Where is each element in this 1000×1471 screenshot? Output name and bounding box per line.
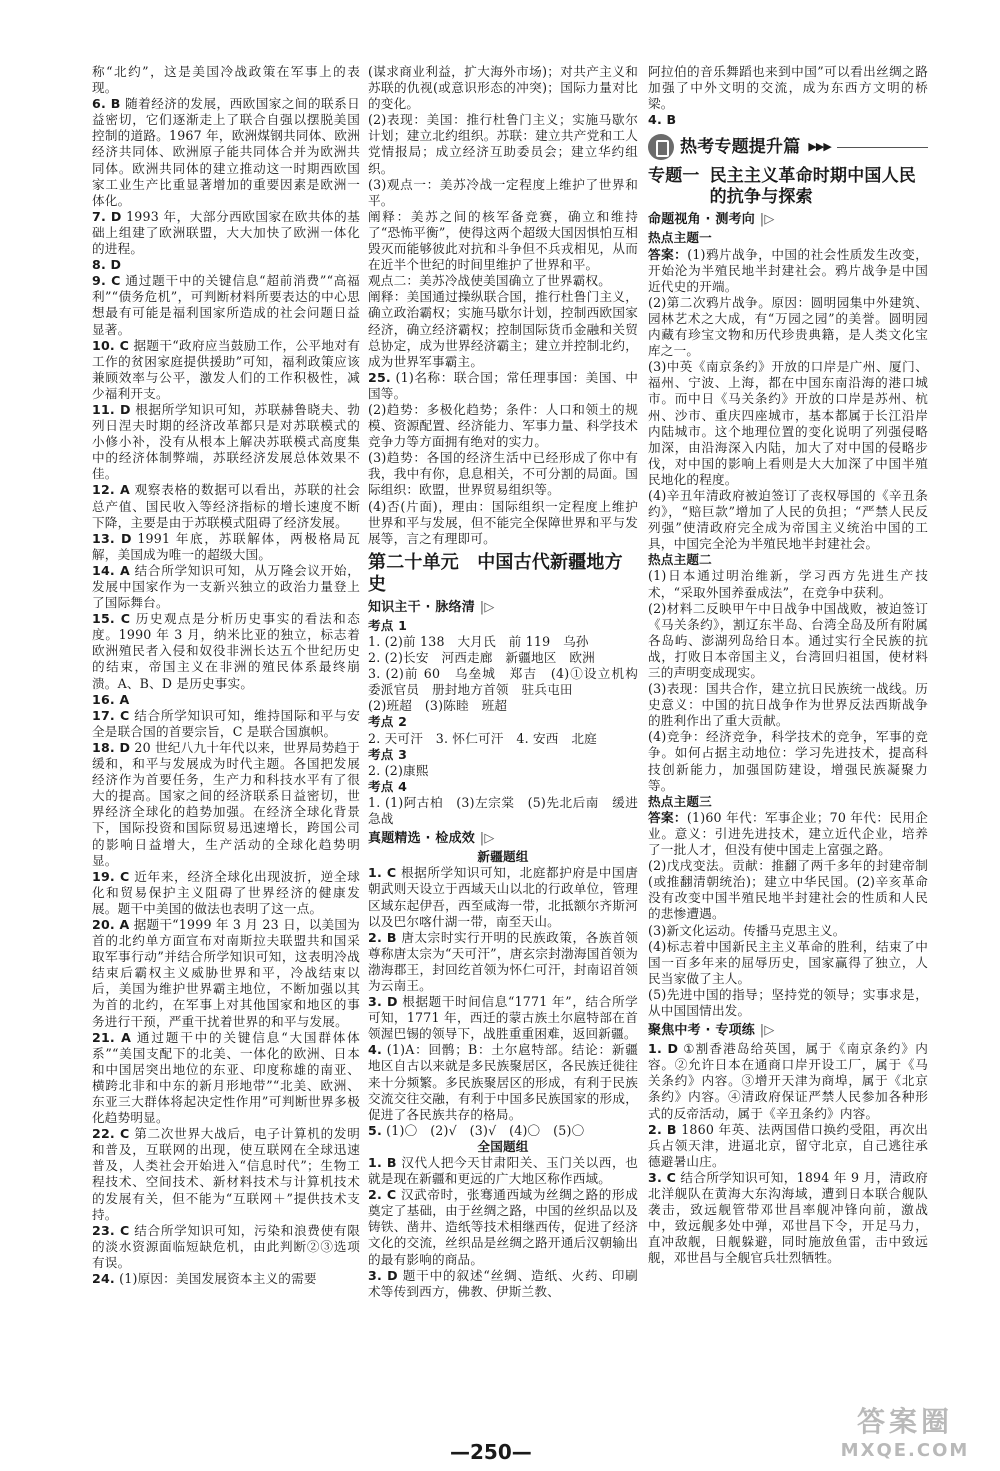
group-title-xinjiang: 新疆题组: [477, 849, 529, 865]
hot-topic-answer: 答案：(1)60 年代：军事企业；70 年代：民用企业。意义：引进先进技术，建立近代企业，培养了一批人才，但没有使中国走上富强之路。: [648, 809, 928, 858]
hot-topic-answer: (4)竞争：经济竞争，科学技术的竞争，军事的竞争。如何占据主动地位：学习先进技术，提高科技创新能力，加强国防建设，增强民族凝聚力等。: [648, 729, 928, 793]
answer-item: 17. C 结合所学知识可知，维持国际和平与安全是联合国的首要宗旨，C 是联合国旗帜。: [92, 707, 361, 739]
answer-item: 9. C 通过题干中的关键信息“超前消费”“高福利”“债务危机”，可判断材料所要表达的中心思想最有可能是福利国家所造成的社会问题日益显著。: [92, 273, 360, 337]
topic-title: 民主主义革命时期中国人民的抗争与探索: [709, 166, 917, 208]
answer-item: 14. A 结合所学知识可知，从万隆会议开始，发展中国家作为一支新兴独立的政治力量登上了国际舞台。: [92, 562, 360, 611]
knowledge-points: [368, 617, 651, 827]
answer-item: 2. B 唐太宗时实行开明的民族政策，各族首领尊称唐太宗为“天可汗”，唐玄宗封渤海国首领为渤海郡王，封回纥首领为怀仁可汗，封南诏首领为云南王。: [368, 929, 638, 993]
answer-item: 1. C 根据所学知识可知，北庭都护府是中国唐朝武则天设立于西域天山以北的行政单位，管理区域东起伊吾，西至咸海一带，北抵额尔齐斯河以及巴尔喀什湖一带，南至天山。: [368, 865, 638, 929]
knowledge-point-heading: 考点 1: [368, 617, 408, 633]
bar-arrow-icon: |▷: [479, 831, 495, 847]
answer-item: 1. B 汉代人把今天甘肃阳关、玉门关以西，也就是现在新疆和更远的广大地区称作西域。: [368, 1155, 638, 1187]
answer-item: 24. (1)原因：美国发展资本主义的需要: [92, 1271, 317, 1287]
knowledge-point-line: 1. (2)前 138 大月氏 前 119 乌孙: [368, 634, 589, 649]
answer-item: 20. A 据题干“1999 年 3 月 23 日，以美国为首的北约单方面宣布对南斯拉夫联盟共和国采取军事行动”并结合所学知识可知，这表明冷战结束后霸权主义威胁世界和平，冷战结束以后，美国为维护世界霸主地位，不断加强以其为首的北约，在军事上对其他国家和地区的事务进行干预，严重干扰着世界的和平与发展。: [92, 916, 360, 1029]
answer-item: 10. C 据题干“政府应当鼓励工作，公平地对有工作的贫困家庭提供援助”可知，福利政策应该兼顾效率与公平，激发人们的工作积极性，减少福利开支。: [92, 337, 361, 401]
answer-item: 3. C 结合所学知识可知，1894 年 9 月，清政府北洋舰队在黄海大东沟海域，遭到日本联合舰队袭击，致远舰管带邓世昌率舰冲锋向前，激战中，致远舰多处中弹，邓世昌下令，开足马力，直冲敌舰，日舰躲避，同时施放鱼雷，击中致远舰，邓世昌与全舰官兵壮烈牺牲。: [648, 1169, 928, 1266]
banner-divider: [837, 147, 928, 148]
watermark-logo: [830, 1400, 980, 1461]
answer-item: 11. D 根据所学知识可知，苏联赫鲁晓夫、勃列日涅夫时期的经济改革都只是对苏联模式的小修小补，没有从根本上解决苏联模式高度集中的经济体制弊端，苏联经济发展总体效果不佳。: [92, 401, 360, 482]
hot-topic-1-heading: 热点主题一: [648, 230, 712, 246]
knowledge-point-line: 2. (2)长安 河西走廊 新疆地区 欧洲: [368, 650, 595, 666]
answer-item: 5. (1)〇 (2)√ (3)√ (4)〇 (5)〇: [368, 1122, 585, 1138]
watermark-site: MXQE.COM: [840, 1440, 970, 1461]
answer-item: 13. D 1991 年底，苏联解体，两极格局瓦解，美国成为唯一的超级大国。: [92, 530, 360, 562]
unit-title: 第二十单元 中国古代新疆地方史: [368, 551, 623, 595]
hot-topic-answer: (3)新文化运动。传播马克思主义。: [648, 922, 846, 938]
answer-item: 观点二：美苏冷战使美国确立了世界霸权。: [368, 273, 612, 289]
answer-item: 12. A 观察表格的数据可以看出，苏联的社会总产值、国民收入等经济指标的增长速度不断下降，主要是由于苏联模式阻碍了经济发展。: [92, 482, 360, 530]
answer-item: 19. C 近年来，经济全球化出现波折，逆全球化和贸易保护主义阻碍了世界经济的健康发展。题干中美国的做法也表明了这一点。: [92, 868, 361, 916]
answer-block-national: [368, 1155, 638, 1300]
answer-item: (2)趋势：多极化趋势；条件：人口和领土的规模、资源配置、经济能力、军事力量、科学技术竞争力等方面拥有绝对的实力。: [368, 401, 638, 450]
bar-arrow-icon: |▷: [759, 1023, 775, 1039]
book-icon: [648, 134, 674, 160]
knowledge-point-line: 1. (1)阿古柏 (3)左宗棠 (5)先北后南 缓进急战: [368, 794, 638, 827]
answer-item: (2)表现：美国：推行杜鲁门主义；实施马歇尔计划；建立北约组织。苏联：建立共产党和工人党情报局；成立经济互助委员会；建立华约组织。: [368, 112, 638, 176]
hot-topic-title: 热考专题提升篇: [680, 137, 801, 158]
knowledge-point-heading: 考点 2: [368, 714, 408, 730]
watermark-mark: 答案圈: [856, 1405, 953, 1438]
group-title-national: 全国题组: [477, 1138, 529, 1154]
knowledge-point-heading: 考点 4: [368, 778, 408, 794]
hot-topic-answer: (3)表现：国共合作，建立抗日民族统一战线。历史意义：中国的抗日战争作为世界反法西斯战争的胜利作出了重大贡献。: [648, 681, 928, 729]
topic-number: 专题一: [648, 166, 700, 187]
answer-item: 15. C 历史观点是分析历史事实的看法和态度。1990 年 3 月，纳米比亚的独立，标志着欧洲殖民者入侵和奴役非洲长达五个世纪历史的结束，帝国主义在非洲的殖民体系最终崩溃。A、B、D 是历史事实。: [92, 611, 361, 691]
hot-topic-2-answers: [648, 568, 928, 793]
answer-item: 3. D 题干中的叙述“丝绸、造纸、火药、印刷术等传到西方，佛教、伊斯兰教、: [368, 1267, 638, 1299]
page-number: —250—: [450, 1440, 532, 1464]
column-right: [648, 64, 928, 1266]
answer-item: 4. B: [648, 112, 677, 128]
hot-topic-3-answers: [648, 810, 928, 1019]
answer-block-practice: [648, 1041, 928, 1266]
answer-block-xinjiang: [368, 865, 638, 1139]
knowledge-point-line: 2. (2)康熙: [368, 762, 429, 778]
answer-item: 18. D 20 世纪八九十年代以来，世界局势趋于缓和，和平与发展成为时代主题。各国把发展经济作为首要任务，生产力和科技水平有了很大的提高。国家之间的经济联系日益密切，世界经济全球化的趋势加强。在经济全球化背景下，国际投资和国际贸易迅速增长，跨国公司的影响日益增大，生产活动的全球化趋势明显。: [92, 739, 360, 868]
section-bar-exam: 真题精选 · 检成效 |▷: [368, 831, 495, 847]
bar-arrow-icon: |▷: [759, 212, 775, 228]
answer-item: 称“北约”，这是美国冷战政策在军事上的表现。: [92, 64, 360, 96]
hot-topic-answer: (3)中英《南京条约》开放的口岸是广州、厦门、福州、宁波、上海，都在中国东南沿海的港口城市。而中日《马关条约》开放的口岸是苏州、杭州、沙市、重庆四座城市，基本都属于长江沿岸内陆城市。这个地理位置的变化说明了列强侵略加深，由沿海深入内陆，加大了对中国的侵略步伐，对中国的影响上看则是大大加深了中国半殖民地化的程度。: [648, 359, 928, 487]
hot-topic-3-heading: 热点主题三: [648, 793, 712, 809]
knowledge-point-line: (2)班超 (3)陈睦 班超: [368, 698, 508, 714]
answer-item: 2. C 汉武帝时，张骞通西域为丝绸之路的形成奠定了基础，由于丝绸之路，中国的丝织品以及铸铁、凿井、造纸等技术相继西传，促进了经济文化的交流，丝织品是丝绸之路开通后汉朝输出的最有影响的商品。: [368, 1187, 638, 1267]
section-bar-knowledge: 知识主干 · 脉络清 |▷: [368, 599, 495, 615]
section-bar-practice: 聚焦中考 · 专项练 |▷: [648, 1023, 775, 1039]
answer-item: 21. A 通过题干中的关键信息“大国群体体系”“美国支配下的北美、一体化的欧洲、日本和中国居突出地位的东亚、印度称雄的南亚、横跨北非和中东的新月形地带”“北美、欧洲、东亚三大群体将起决定性作用”可判断世界多极化趋势明显。: [92, 1029, 360, 1126]
column-left: [92, 64, 360, 1287]
hot-topic-answer: (1)日本通过明治维新，学习西方先进生产技术，“采取外国养蚕成法”，在竞争中获利。: [648, 568, 928, 600]
answer-item: 阐释：美苏之间的核军备竞赛，确立和维持了“恐怖平衡”，使得这两个超级大国因惧怕互相毁灭而能够彼此对抗和斗争但不兵戎相见，从而在近半个世纪的时间里维护了世界和平。: [368, 208, 638, 273]
knowledge-point-heading: 考点 3: [368, 746, 408, 762]
hot-topic-answer: (5)先进中国的指导；坚持党的领导；实事求是，从中国国情出发。: [648, 986, 928, 1018]
answer-item: 6. B 随着经济的发展，西欧国家之间的联系日益密切，它们逐渐走上了联合自强以摆脱美国控制的道路。1967 年，欧洲煤钢共同体、欧洲经济共同体、欧洲原子能共同体合并为欧洲共同体。欧洲共同体的建立推动这一时期西欧国家工业生产比重显著增加的重要因素是欧洲一体化。: [92, 96, 360, 208]
hot-topic-banner: [648, 134, 928, 160]
bar-arrow-icon: |▷: [479, 599, 495, 615]
hot-topic-answer: (2)戊戌变法。贡献：推翻了两千多年的封建帝制(或推翻清朝统治)；建立中华民国。(2)辛亥革命没有改变中国半殖民地半封建社会的性质和人民的悲惨遭遇。: [648, 858, 928, 922]
answer-item: 3. D 根据题干时间信息“1771 年”，结合所学可知，1771 年，西迁的蒙古族土尔扈特部在首领渥巴锡的领导下，战胜重重困难，返回新疆。: [368, 994, 638, 1042]
hot-topic-2-heading: 热点主题二: [648, 552, 712, 568]
answer-item: 23. C 结合所学知识可知，污染和浪费使有限的淡水资源面临短缺危机，由此判断②③选项有误。: [92, 1222, 361, 1270]
answer-continuation: 阿拉伯的音乐舞蹈也来到中国”可以看出丝绸之路加强了中外文明的交流，成为东西方文明的桥梁。: [648, 64, 928, 112]
column-middle: [368, 64, 651, 1300]
hot-topic-1-answers: [648, 247, 928, 553]
answer-item: (谋求商业利益，扩大海外市场)；对共产主义和苏联的仇视(或意识形态的冲突)；国际力量对比的变化。: [368, 64, 638, 112]
answer-item: 25. (1)名称：联合国；常任理事国：美国、中国等。: [368, 369, 638, 401]
answer-item: 4. (1)A：回鹘；B：土尔扈特部。结论：新疆地区自古以来就是多民族聚居区，各民族迁徙往来十分频繁。多民族聚居区的形成，有利于民族交流交往交融，有利于中国多民族国家的形成，促进了各民族共存的格局。: [368, 1042, 638, 1122]
answer-item: 7. D 1993 年，大部分西欧国家在欧共体的基础上组建了欧洲联盟，大大加快了欧洲一体化的进程。: [92, 208, 361, 257]
answer-item: (3)趋势：各国的经济生活中已经形成了你中有我，我中有你，息息相关，不可分割的局面。国际组织：欧盟，世界贸易组织等。: [368, 450, 638, 498]
answer-item: (4)否(片面)，理由：国际组织一定程度上维护世界和平与发展，但不能完全保障世界和平与发展等，言之有理即可。: [368, 498, 638, 546]
answer-item: (3)观点一：美苏冷战一定程度上维护了世界和平。: [368, 176, 638, 208]
knowledge-point-line: 3. (2)前 60 乌垒城 郑吉 (4)①设立机构 委派官员 册封地方首领 驻兵屯田: [368, 666, 651, 698]
answer-item: 22. C 第二次世界大战后，电子计算机的发明和普及，互联网的出现，使互联网在全球迅速普及，人类社会开始进入“信息时代”；生物工程技术、空间技术、新材料技术与计算机技术的发展有关，但不能为“互联网＋”提供技术支持。: [92, 1126, 361, 1222]
hot-topic-answer: (2)第二次鸦片战争。原因：圆明园集中外建筑、园林艺术之大成，有“万园之园”的美誉。圆明园内藏有珍宝文物和历代珍贵典籍，是人类文化宝库之一。: [648, 294, 928, 359]
answer-item: 8. D: [92, 257, 122, 273]
hot-topic-answer: (2)材料二反映甲午中日战争中国战败，被迫签订《马关条约》，割辽东半岛、台湾全岛及所有附属各岛屿、澎湖列岛给日本。通过实行全民族的抗战，打败日本帝国主义，台湾回归祖国，使材料三的声明变成现实。: [648, 600, 928, 680]
hot-topic-answer: (4)辛丑年清政府被迫签订了丧权辱国的《辛丑条约》，“赔巨款”增加了人民的负担；“严禁人民反列强”使清政府完全成为帝国主义统治中国的工具，中国完全沦为半殖民地半封建社会。: [648, 487, 928, 552]
hot-topic-answer: 答案：(1)鸦片战争，中国的社会性质发生改变，开始沦为半殖民地半封建社会。鸦片战争是中国近代史的开端。: [648, 246, 928, 294]
topic-heading: [648, 166, 928, 208]
answer-item: 1. D ①割香港岛给英国，属于《南京条约》内容。②允许日本在通商口岸开设工厂，属于《马关条约》内容。③增开天津为商埠，属于《北京条约》内容。④清政府保证严禁人民参加各种形式的反帝活动，属于《辛丑条约》内容。: [648, 1041, 929, 1121]
knowledge-point-line: 2. 天可汗 3. 怀仁可汗 4. 安西 北庭: [368, 730, 597, 746]
triple-arrow-icon: ▶▶▶: [808, 140, 831, 154]
hot-topic-answer: (4)标志着中国新民主主义革命的胜利，结束了中国一百多年来的屈辱历史，国家赢得了独立，人民当家做了主人。: [648, 938, 928, 986]
answer-item: 16. A: [92, 691, 130, 707]
answer-item: 阐释：美国通过操纵联合国，推行杜鲁门主义，确立政治霸权；实施马歇尔计划，控制西欧国家经济，确立经济霸权；控制国际货币金融和关贸总协定，成为世界经济霸主；建立并控制北约，成为世界军事霸主。: [368, 289, 638, 369]
section-bar-direction: 命题视角 · 测考向 |▷: [648, 212, 775, 228]
answer-item: 2. B 1860 年英、法两国借口换约受阻，再次出兵占领天津，进逼北京，留守北京，自己逃往承德避暑山庄。: [648, 1121, 928, 1169]
answer-block-24-25: [368, 64, 638, 547]
